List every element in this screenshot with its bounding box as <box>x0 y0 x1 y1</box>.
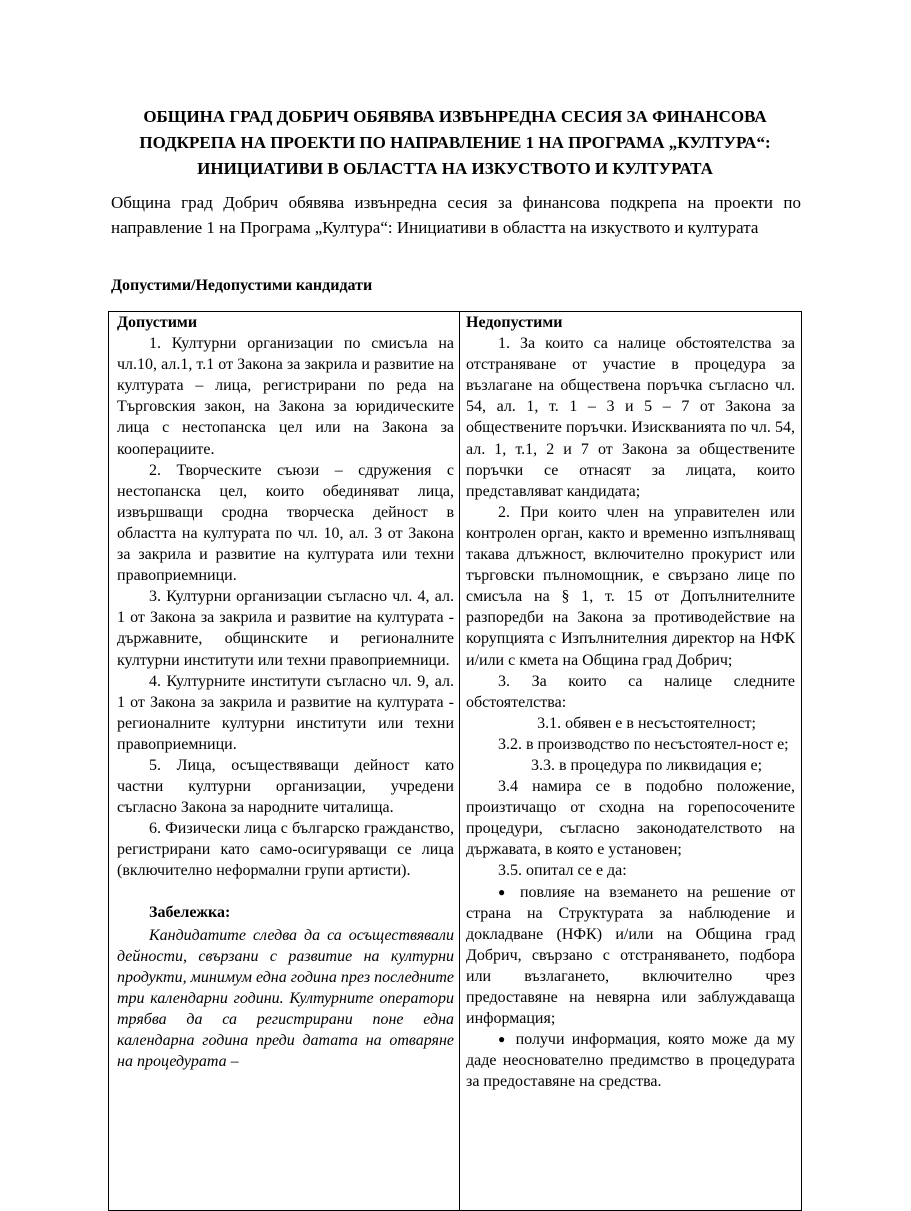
section-heading: Допустими/Недопустими кандидати <box>111 277 373 294</box>
ineligible-subitem-3-1: 3.1. обявен е в несъстоятелност; <box>537 714 756 732</box>
ineligible-bullet-1-text: повлияе на вземането на решение от страна на Структурата за наблюдение и докладване (НФК) и/или на Община град Добрич, свързано с отстраняването, подбора или възлагането, включително чрез предоставяне на невярна или заблуждаваща информация; <box>466 883 796 1028</box>
ineligible-subitem-3-4: 3.4 намира се в подобно положение, произтичащо от сходна на горепосочените процедури, съгласно законодателството на държавата, в която е установен; <box>466 778 795 859</box>
title-line-2: ПОДКРЕПА НА ПРОЕКТИ ПО НАПРАВЛЕНИЕ 1 НА ПРОГРАМА „КУЛТУРА“: <box>139 133 771 152</box>
eligible-item-6: 6. Физически лица с българско гражданство, регистрирани като само-осигуряващи се лица (включително неформални групи артисти). <box>117 820 454 880</box>
eligible-item-3: 3. Културни организации съгласно чл. 4, ал. 1 от Закона за закрила и развитие на културата - държавните, общинските и регионалните културни институти или техни правоприемници. <box>117 588 454 669</box>
eligibility-table <box>108 311 802 1211</box>
column-divider <box>459 312 460 1210</box>
title-line-1: ОБЩИНА ГРАД ДОБРИЧ ОБЯВЯВА ИЗВЪНРЕДНА СЕСИЯ ЗА ФИНАНСОВА <box>143 107 767 126</box>
eligible-header: Допустими <box>117 314 198 331</box>
eligible-item-4: 4. Културните институти съгласно чл. 9, ал. 1 от Закона за закрила и развитие на културата - регионалните културни институти или техни правоприемници. <box>117 672 454 753</box>
ineligible-subitem-3-5: 3.5. опитал се е да: <box>498 862 627 880</box>
bullet-icon: ● <box>498 884 511 899</box>
ineligible-item-3: 3. За които са налице следните обстоятелства: <box>466 672 795 711</box>
ineligible-bullet-2 <box>466 1029 795 1092</box>
title-line-3: ИНИЦИАТИВИ В ОБЛАСТТА НА ИЗКУСТВОТО И КУЛТУРАТА <box>197 159 713 178</box>
ineligible-subitem-3-3: 3.3. в процедура по ликвидация е; <box>530 756 763 774</box>
intro-paragraph: Община град Добрич обявява извънредна сесия за финансова подкрепа на проекти по направление 1 на Програма „Култура“: Инициативи в областта на изкуството и културата <box>111 193 801 237</box>
eligible-item-2: 2. Творческите съюзи – сдружения с нестопанска цел, които обединяват лица, извършващи сродна творческа дейност в областта на културата по чл. 10, ал. 3 от Закона за закрила и развитие на културата или техни правоприемници. <box>117 461 454 585</box>
ineligible-item-1: 1. За които са налице обстоятелства за отстраняване от участие в процедура за възлагане на обществена поръчка съгласно чл. 54, ал. 1, т. 1 – 3 и 5 – 7 от Закона за обществените поръчки. Изискванията по чл. 54, ал. 1, т.1, 2 и 7 от Закона за обществените поръчки се отнасят за лицата, които представляват кандидата; <box>466 335 795 500</box>
eligible-column <box>117 312 454 1072</box>
note-text: Кандидатите следва да са осъществявали дейности, свързани с развитие на културни продукти, минимум една година през последните три календарни години. Културните оператори трябва да са регистрирани поне една календарна година преди датата на отваряне на процедурата – <box>117 926 454 1071</box>
eligible-item-1: 1. Културни организации по смисъла на чл.10, ал.1, т.1 от Закона за закрила и развитие на културата – лица, регистрирани по реда на Търговския закон, на Закона за юридическите лица с нестопанска цел или на Закона за кооперациите. <box>117 335 454 458</box>
ineligible-subitem-3-2: 3.2. в производство по несъстоятел-ност е; <box>498 735 789 753</box>
ineligible-item-2: 2. При които член на управителен или контролен орган, както и временно изпълняващ такава длъжност, включително прокурист или търговски пълномощник, е свързано лице по смисъла на § 1, т. 15 от Допълнителните разпоредби на Закона за противодействие на корупцията с Изпълнителния директор на НФК и/или с кмета на Община град Добрич; <box>466 503 795 669</box>
ineligible-bullet-2-text: получи информация, която може да му даде неоснователно предимство в процедурата за предоставяне на средства. <box>466 1031 796 1091</box>
bullet-icon: ● <box>498 1032 509 1047</box>
ineligible-header: Недопустими <box>466 314 563 331</box>
ineligible-bullet-1 <box>466 882 795 1030</box>
document-title <box>100 104 810 182</box>
note-title: Забележка: <box>149 903 231 921</box>
eligible-item-5: 5. Лица, осъществяващи дейност като частни културни организации, учредени съгласно Закона за народните читалища. <box>117 756 454 817</box>
ineligible-column <box>466 312 795 1092</box>
